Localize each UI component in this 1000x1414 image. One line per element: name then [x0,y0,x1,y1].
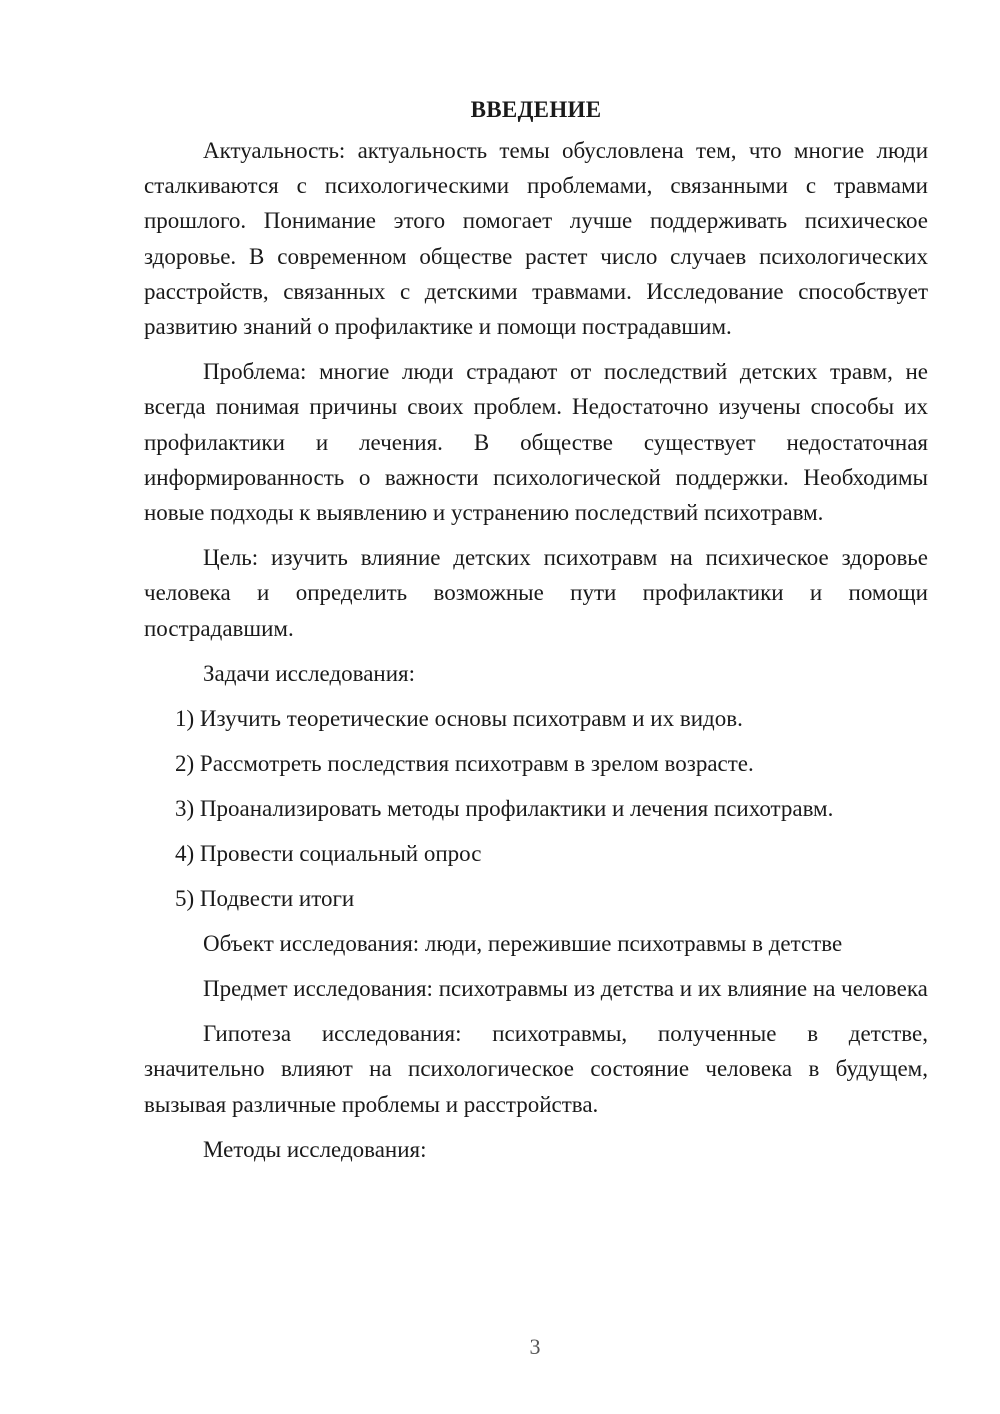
tasks-heading: Задачи исследования: [203,660,416,686]
goal-paragraph: Цель: изучить влияние детских психотравм на психическое здоровье человека и определить возможные пути профилактики и помощи пострадавшим. [144,545,928,641]
task-item: 3) Проанализировать методы профилактики и лечения психотравм. [175,795,834,821]
relevance-paragraph: Актуальность: актуальность темы обусловлена тем, что многие люди сталкиваются с психологическими проблемами, связанными с травмами прошлого. Понимание этого помогает лучше поддерживать психическое здоровье. В современном обществе растет число случаев психологических расстройств, связанных с детскими травмами. Исследование способствует развитию знаний о профилактике и помощи пострадавшим. [144,138,928,340]
page-number: 3 [529,1334,541,1359]
tasks-list [144,701,928,916]
task-item: 5) Подвести итоги [175,885,355,911]
task-item: 4) Провести социальный опрос [175,840,482,866]
task-item: 2) Рассмотреть последствия психотравм в зрелом возрасте. [175,750,754,776]
methods-heading: Методы исследования: [203,1136,427,1162]
hypothesis-paragraph: Гипотеза исследования: психотравмы, полученные в детстве, значительно влияют на психологическое состояние человека в будущем, вызывая различные проблемы и расстройства. [144,1021,928,1117]
problem-paragraph: Проблема: многие люди страдают от последствий детских травм, не всегда понимая причины своих проблем. Недостаточно изучены способы их профилактики и лечения. В обществе существует недостаточная информированность о важности психологической поддержки. Необходимы новые подходы к выявлению и устранению последствий психотравм. [144,359,928,526]
page-content [144,92,928,1177]
section-title: ВВЕДЕНИЕ [470,97,602,122]
task-item: 1) Изучить теоретические основы психотравм и их видов. [175,705,743,731]
object-paragraph: Объект исследования: люди, пережившие психотравмы в детстве [203,930,843,956]
subject-paragraph: Предмет исследования: психотравмы из детства и их влияние на человека [203,976,928,1002]
